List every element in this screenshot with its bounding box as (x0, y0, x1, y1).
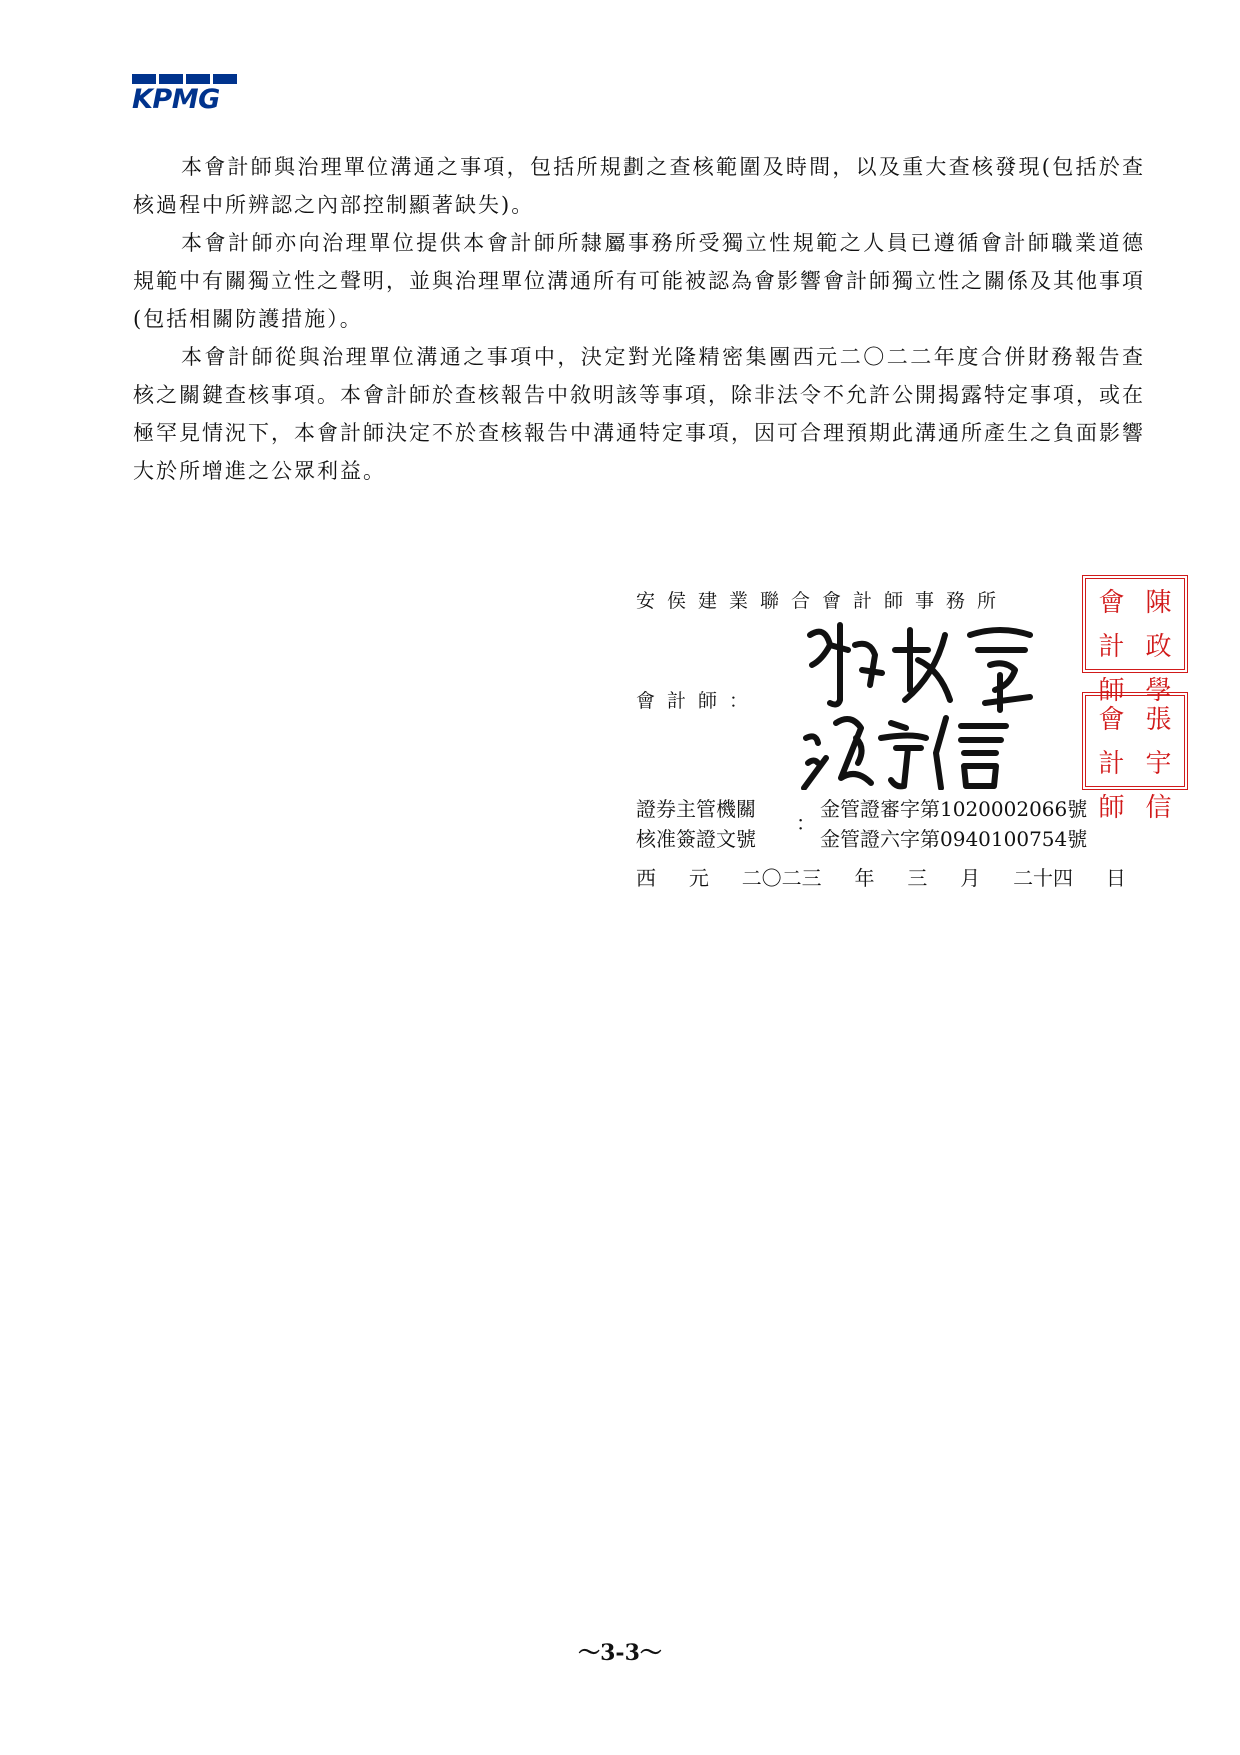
paragraph-key-audit-matters: 本會計師從與治理單位溝通之事項中，決定對光隆精密集團西元二〇二二年度合併財務報告查核之關鍵查核事項。本會計師於查核報告中敘明該等事項，除非法令不允許公開揭露特定事項，或在極罕見情況下，本會計師決定不於查核報告中溝通特定事項，因可合理預期此溝通所產生之負面影響大於所增進之公眾利益。 (133, 345, 1145, 483)
paragraph-independence: 本會計師亦向治理單位提供本會計師所隸屬事務所受獨立性規範之人員已遵循會計師職業道德規範中有關獨立性之聲明，並與治理單位溝通所有可能被認為會影響會計師獨立性之關係及其他事項(包括相關防護措施）。 (133, 231, 1145, 331)
logo-bars (132, 74, 242, 84)
page-number: ～3-3～ (578, 1640, 662, 1666)
seal-char: 師 (1098, 793, 1125, 823)
accountant-seal-1 (1082, 575, 1188, 706)
certification-number: 金管證六字第0940100754號 (820, 827, 1088, 851)
date-part: 西 (636, 866, 656, 890)
handwritten-signature-2 (796, 708, 1026, 790)
seal-char: 學 (1145, 676, 1172, 706)
seal-char: 會 (1098, 588, 1125, 618)
seal-char: 政 (1145, 632, 1172, 662)
accountant-seal-2 (1082, 692, 1188, 823)
seal-char: 信 (1145, 793, 1172, 823)
seal-char: 會 (1098, 705, 1125, 735)
kpmg-logo (132, 74, 242, 122)
seal-char: 宇 (1145, 749, 1172, 779)
firm-name: 安侯建業聯合會計師事務所 (636, 590, 1009, 612)
label-colon: ： (796, 811, 816, 835)
date-part: 日 (1105, 866, 1126, 890)
approval-number-label: 核准簽證文號 (636, 827, 756, 851)
paragraph-communication: 本會計師與治理單位溝通之事項，包括所規劃之查核範圍及時間，以及重大查核發現(包括於查核過程中所辨認之內部控制顯著缺失)。 (133, 155, 1145, 217)
regulator-approval-number: 金管證審字第1020002066號 (820, 797, 1088, 821)
seal-char: 計 (1098, 749, 1125, 779)
seal-char: 張 (1145, 705, 1172, 735)
report-body (133, 148, 1145, 490)
date-part: 三 (907, 866, 928, 890)
date-part: 元 (688, 866, 709, 890)
seal-char: 師 (1098, 676, 1125, 706)
seal-char: 計 (1098, 632, 1125, 662)
accountant-label: 會計師： (636, 690, 761, 712)
date-part: 二〇二三 (741, 866, 822, 890)
handwritten-signature-1 (800, 615, 1050, 715)
date-part: 年 (854, 866, 875, 890)
report-date (636, 862, 1126, 891)
logo-text: KPMG (132, 84, 220, 115)
date-part: 月 (960, 866, 981, 890)
seal-char: 陳 (1145, 588, 1172, 618)
regulator-label: 證券主管機關 (636, 797, 756, 821)
date-part: 二十四 (1013, 866, 1074, 890)
